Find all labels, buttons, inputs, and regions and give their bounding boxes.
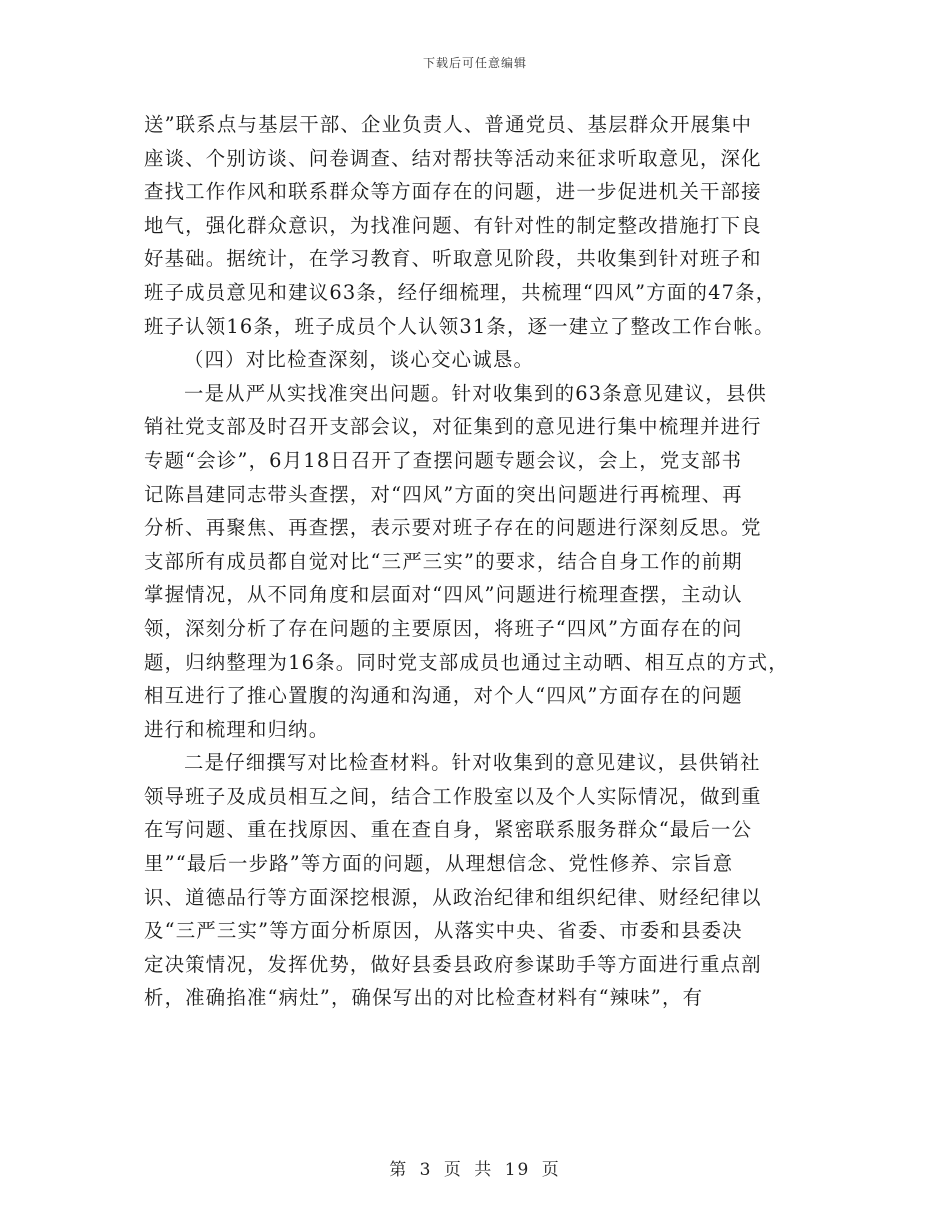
text-line: 领导班子及成员相互之间，结合工作股室以及个人实际情况，做到重 — [144, 784, 762, 808]
text-line: 班子认领16条，班子成员个人认领31条，逐一建立了整改工作台帐。 — [144, 314, 775, 338]
text-line: 领，深刻分析了存在问题的主要原因，将班子“四风”方面存在的问 — [144, 616, 743, 640]
text-line: 专题“会诊”，6月18日召开了查摆问题专题会议，会上，党支部书 — [144, 448, 743, 472]
text-line: 分析、再聚焦、再查摆，表示要对班子存在的问题进行深刻反思。党 — [144, 516, 762, 540]
text-line: 座谈、个别访谈、问卷调查、结对帮扶等活动来征求听取意见，深化 — [144, 146, 762, 170]
document-body — [144, 108, 824, 1015]
text-line: 记陈昌建同志带头查摆，对“四风”方面的突出问题进行再梳理、再 — [144, 482, 743, 506]
page-footer: 第 3 页 共 19 页 — [389, 1160, 561, 1180]
text-line: 查找工作作风和联系群众等方面存在的问题，进一步促进机关干部接 — [144, 180, 762, 204]
text-line: 题，归纳整理为16条。同时党支部成员也通过主动晒、相互点的方式， — [144, 650, 789, 674]
text-line: 送”联系点与基层干部、企业负责人、普通党员、基层群众开展集中 — [144, 113, 753, 136]
paragraph-start-line: 一是从严从实找准突出问题。针对收集到的63条意见建议，县供 — [184, 381, 768, 405]
text-line: 好基础。据统计，在学习教育、听取意见阶段，共收集到针对班子和 — [144, 247, 762, 271]
text-line: 进行和梳理和归纳。 — [144, 717, 330, 741]
text-line: 定决策情况，发挥优势，做好县委县政府参谋助手等方面进行重点剖 — [144, 952, 762, 976]
text-line: 支部所有成员都自觉对比“三严三实”的要求，结合自身工作的前期 — [144, 549, 743, 573]
text-line: 里”“最后一步路”等方面的问题，从理想信念、党性修养、宗旨意 — [144, 852, 734, 876]
text-line: 析，准确掐准“病灶”，确保写出的对比检查材料有“辣味”，有 — [144, 986, 704, 1010]
text-line: 班子成员意见和建议63条，经仔细梳理，共梳理“四风”方面的47条， — [144, 280, 777, 304]
page-header: 下载后可任意编辑 — [422, 56, 527, 70]
text-line: 及“三严三实”等方面分析原因，从落实中央、省委、市委和县委决 — [144, 919, 743, 943]
text-line: 掌握情况，从不同角度和层面对“四风”问题进行梳理查摆，主动认 — [144, 583, 743, 607]
paragraph-start-line: 二是仔细撰写对比检查材料。针对收集到的意见建议，县供销社 — [184, 751, 761, 775]
text-line: 相互进行了推心置腹的沟通和沟通，对个人“四风”方面存在的问题 — [144, 684, 743, 708]
section-heading: （四）对比检查深刻，谈心交心诚恳。 — [184, 348, 535, 372]
text-line: 识、道德品行等方面深挖根源，从政治纪律和组织纪律、财经纪律以 — [144, 885, 762, 909]
text-line: 地气，强化群众意识，为找准问题、有针对性的制定整改措施打下良 — [144, 213, 762, 237]
text-line: 在写问题、重在找原因、重在查自身，紧密联系服务群众“最后一公 — [144, 818, 753, 842]
text-line: 销社党支部及时召开支部会议，对征集到的意见进行集中梳理并进行 — [144, 415, 762, 439]
